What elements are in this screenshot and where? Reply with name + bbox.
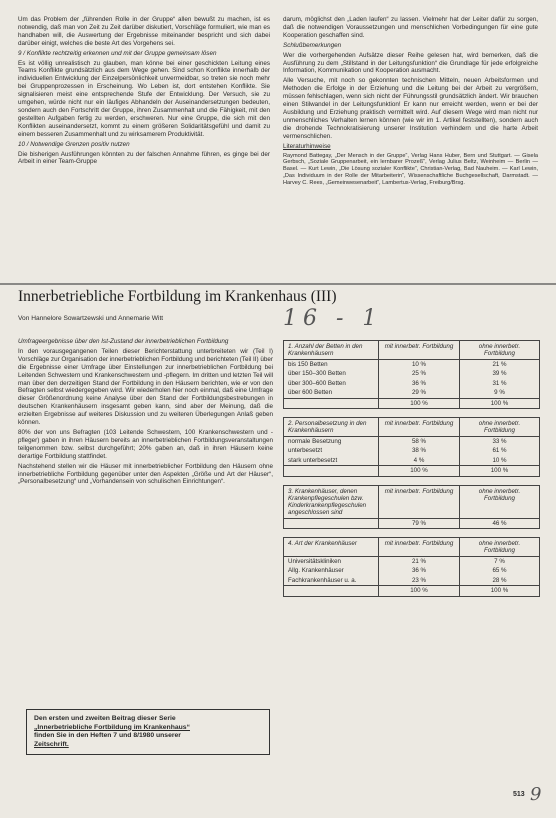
paragraph: Es ist völlig unrealistisch zu glauben, man könne bei einer geschickten Leitung eines Teams Konflikte grundsätzlich aus dem Wege gehen. Sind schon Konflikte innerhalb der individuellen Entwicklung der Einzelpersönlichkeit unvermeidbar, so treten sie noch mehr bei Gruppenprozessen in Erscheinung. Wo Leben ist, dort entstehen Konflikte. Sie signalisieren meist eine entsprechende Stufe der Entwicklung. Der Versuch, sie zu umgehen, würde nicht nur ein läufiges Abhandeln der Auseinandersetzungen bedeuten, sondern auch den Fortschritt der Gruppe, ihren Zusammenhalt und die Fähigkeit, mit den gestellten Aufgaben fertig zu werden, erschweren. Nur eine Gruppe, die sich mit den Konflikten auseinandersetzt, kommt zu einem größeren Solidaritätsgefühl und damit zu einem besseren Zusammenhalt und zu wirksamerem Produktivität. [18,59,270,138]
cell-without: 7 % [459,557,539,566]
cell-with: 25 % [378,369,459,378]
column-header-without: ohne innerbetr. Fortbildung [459,418,539,436]
article-title: Innerbetriebliche Fortbildung im Krankenhaus (III) [18,288,337,305]
cell-without: 65 % [459,566,539,575]
total-without: 100 % [459,586,539,595]
table-total-row [284,465,539,475]
cell-with: 79 % [378,519,459,528]
series-note-box [26,709,270,755]
total-with: 100 % [378,399,459,408]
paragraph: darum, möglichst den „Laden laufen“ zu lassen. Vielmehr hat der Leiter dafür zu sorgen, daß die notwendigen Voraussetzungen und menschlichen Vorbedingungen für eine gute Kooperation geschaffen sind. [283,16,538,39]
table-header-row [284,418,539,437]
table-section-heading: 1. Anzahl der Betten in den Krankenhäusern [288,343,363,357]
cell-with: 21 % [378,557,459,566]
paragraph: Die bisherigen Ausführungen könnten zu der falschen Annahme führen, es ginge bei der Arbeit in einer Team-Gruppe [18,150,270,166]
table-section-heading: 2. Personalbesetzung in den Krankenhäusern [288,420,367,435]
table-row [284,369,539,378]
column-header-with: mit innerbetr. Fortbildung [378,538,459,556]
table-section [283,537,540,597]
row-label: über 150–300 Betten [288,370,346,378]
total-without: 100 % [459,466,539,475]
paragraph: Wer die vorhergehenden Aufsätze dieser Reihe gelesen hat, wird bemerken, daß die Ausführung zu dem „Stillstand in der Leitungsfunktion“ die Grundlage für jede erfolgreiche Information, Kommunikation und Kooperation ausmacht. [283,51,538,75]
statistics-table [283,340,540,605]
table-row [284,519,539,528]
table-row [284,379,539,388]
upper-left-column [18,16,270,168]
cell-with: 36 % [378,379,459,388]
column-header-with: mit innerbetr. Fortbildung [378,418,459,436]
cell-without: 9 % [459,388,539,397]
handwritten-note: 16 - 1 [283,306,383,331]
cell-without: 28 % [459,576,539,585]
paragraph: Nachstehend stellen wir die Häuser mit innerbetrieblicher Fortbildung den Häusern ohne innerbetriebliche Fortbildung gegenüber unter den Aspekten „Größe und Art der Häuser“, „Personalbesetzung“ und „Vorhandensein von schulischen Einrichtungen“. [18,462,273,486]
series-note-line: Zeitschrift. [34,740,69,748]
table-section [283,340,540,409]
table-section [283,485,540,529]
cell-without: 33 % [459,437,539,446]
row-label: über 600 Betten [288,389,333,397]
cell-with: 23 % [378,576,459,585]
total-with: 100 % [378,586,459,595]
divider-rule [0,283,556,285]
column-header-without: ohne innerbetr. Fortbildung [459,538,539,556]
table-row [284,446,539,455]
column-header-without: ohne innerbetr. Fortbildung [459,486,539,518]
total-spacer [284,399,378,408]
section-heading: Umfrageergebnisse über den Ist-Zustand der innerbetrieblichen Fortbildung [18,338,229,345]
section-heading: 9 / Konflikte rechtzeitig erkennen und mit der Gruppe gemeinsam lösen [18,49,217,57]
article-authors: Von Hannelore Sowartzewski und Annemarie Witt [18,315,164,322]
row-label: Fachkrankenhäuser u. a. [288,576,357,584]
total-spacer [284,586,378,595]
table-header-row [284,538,539,557]
row-label: Universitätskliniken [288,558,341,566]
literature-heading: Literaturhinweise [283,142,331,150]
table-row [284,566,539,575]
cell-with: 10 % [378,360,459,369]
row-label: normale Besetzung [288,438,342,446]
paragraph: Alle Versuche, mit noch so gekonnten technischen Mitteln, neuen Arbeitsformen und Methoden die Erfolge in der Erziehung und die Leitung bei der Arbeit zu vergrößern, müssen fehlschlagen, wenn sich nicht der Führungsstil grundsätzlich ändert. Wir brauchen einen Stilwandel in der Leitungsfunktion! Er kann nur erreicht werden, wenn er bei der Ausbildung und Erziehung praktisch vermittelt wird. Auf diesem Wege wird man nicht nur unmenschliches Verhalten lernen können (wie wir im 1. Artikel feststellten), sondern auch die drohende Technokratisierung unserer Institution verhindern und die harte Arbeit vermenschlichen. [283,77,538,140]
column-header-with: mit innerbetr. Fortbildung [378,486,459,518]
row-label: Allg. Krankenhäuser [288,567,344,575]
cell-with: 58 % [378,437,459,446]
literature-list: Raymond Battegay, „Der Mensch in der Gruppe“, Verlag Hans Huber, Bern und Stuttgart. — Gisela Gerbsch, „Soziale Gruppenarbeit, ein lernbarer Prozeß“, Verlag Julius Beltz, Weinheim — Berlin — Basel. — Kurt Lewin, „Die Lösung sozialer Konflikte“, Christian-Verlag, Bad Nauheim. — Karl Lewin, „Das Individuum in der Rolle der Mitarbeiterin“, Wissenschaftliche Buchgesellschaft, Darmstadt. — Harvey C. Rees, „Gemeinwesenarbeit“, Lambertus-Verlag, Freiburg/Brsg. [283,152,538,186]
table-row [284,576,539,585]
series-note-line: Den ersten und zweiten Beitrag dieser Serie [34,715,176,722]
table-row [284,437,539,446]
cell-without: 61 % [459,446,539,455]
series-note-line: „Innerbetriebliche Fortbildung im Krankenhaus“ [34,723,190,731]
cell-without: 39 % [459,369,539,378]
article-left-column [18,338,273,488]
column-header-without: ohne innerbetr. Fortbildung [459,341,539,359]
table-row [284,360,539,369]
upper-right-column [283,16,538,188]
table-header-row [284,486,539,519]
paragraph: Um das Problem der „führenden Rolle in der Gruppe“ allen bewußt zu machen, ist es notwendig, daß man von Zeit zu Zeit darüber diskutiert, Vorschläge formuliert, wie man es handhaben will, die Auswertung der Ergebnisse miteinander bespricht und sich dabei darüber einigt, welches die beste Art des Vorgehens sei. [18,16,270,47]
table-total-row [284,398,539,408]
table-section-heading: 4. Art der Krankenhäuser [288,540,357,548]
cell-with: 29 % [378,388,459,397]
cell-without: 31 % [459,379,539,388]
table-total-row [284,585,539,595]
cell-without: 46 % [459,519,539,528]
row-label [284,519,378,528]
cell-without: 10 % [459,456,539,465]
table-header-row [284,341,539,360]
total-with: 100 % [378,466,459,475]
total-spacer [284,466,378,475]
table-section [283,417,540,477]
series-note-line: finden Sie in den Heften 7 und 8/1980 unserer [34,732,181,740]
cell-with: 36 % [378,566,459,575]
row-label: bis 150 Betten [288,361,328,368]
cell-with: 4 % [378,456,459,465]
row-label: stark unterbesetzt [288,456,338,464]
paragraph: In den vorausgegangenen Teilen dieser Berichterstattung unterbreiteten wir (Teil I) Vorschläge zur Organisation der innerbetrieblichen Fortbildung und berichteten (Teil II) über die Ergebnisse einer Umfrage über Einstellungen zur innerbetrieblichen Fortbildung bei Leitenden Schwestern und Krankenschwestern und -pflegern. Im dritten und letzten Teil will man über den derzeitigen Stand der Fortbildung in den Häusern berichten, wie er von den Befragten selbst wiedergegeben wird. Wir wiederholen hier noch einmal, daß eine Umfrage dieser Größenordnung keine Analyse über den Stand der Fortbildungsbestrebungen in deutschen Krankenhäusern insgesamt geben kann, sind aber der Meinung, daß die erzielten Ergebnisse auf weiteres Diskussion und zu weiteren Überlegungen Anlaß geben können. [18,347,273,427]
table-row [284,456,539,465]
row-label: unterbesetzt [288,447,323,455]
column-header-with: mit innerbetr. Fortbildung [378,341,459,359]
cell-without: 21 % [459,360,539,369]
table-section-heading: 3. Krankenhäuser, denen Krankenpflegeschulen bzw. Kinderkrankenpflegeschulen angeschlossen sind [288,487,367,516]
handwritten-page-mark: 9 [530,784,542,805]
section-heading: 10 / Notwendige Grenzen positiv nutzen [18,140,130,148]
total-without: 100 % [459,399,539,408]
page-number: 513 [513,791,525,798]
table-row [284,557,539,566]
cell-with: 38 % [378,446,459,455]
paragraph: 80% der von uns Befragten (103 Leitende Schwestern, 100 Krankenschwestern und -pfleger) gaben in ihren Häusern bereits an innerbetrieblichen Fortbildungsveranstaltungen teilgenommen bzw. selbst durchgeführt; 20% gaben an, daß in ihren Häusern keine derartige Fortbildung stattfindet. [18,428,273,460]
table-row [284,388,539,397]
row-label: über 300–600 Betten [288,379,346,387]
section-heading: Schlußbemerkungen [283,41,342,49]
